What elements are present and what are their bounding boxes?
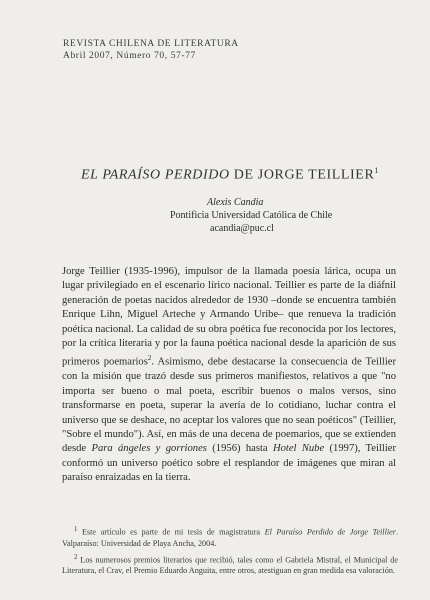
footnote-2-text: Los numerosos premios literarios que recibió, tales como el Gabriela Mistral, el Municipal de Literatura, el Crav, el Premio Eduardo Anguita, entre otros, atestiguan en gran medida esa valoración. [62, 555, 398, 576]
author-name: Alexis Candia [207, 197, 264, 208]
body-text-4: (1997), Teillier conformó un universo poético sobre el resplandor de imágenes que miran al paraíso enraizadas en la tierra. [62, 443, 396, 484]
body-paragraph [62, 265, 396, 486]
issue-info: Abril 2007, Número 70, 57-77 [63, 51, 196, 61]
footnote-1 [62, 524, 398, 549]
book-title-2: Hotel Nube [272, 443, 325, 455]
body-text-3: (1956) hasta [206, 443, 273, 455]
article-title [51, 166, 379, 184]
book-title-1: Para ángeles y gorriones [91, 443, 207, 455]
author-block [170, 196, 370, 235]
title-block [0, 166, 430, 184]
article-title-italic: EL PARAÍSO PERDIDO [80, 168, 230, 183]
body-text-1: Jorge Teillier (1935-1996), impulsor de la llamada poesía lárica, ocupa un lugar privilegiado en el escenario lírico nacional. Teillier es parte de la diáfnil generación de poetas nacidos alrededor de 1930 –donde se encuentra también Enrique Lihn, Miguel Arteche y Armando Uribe– que renueva la tradición poética nacional. La calidad de su obra poética fue reconocida por los lectores, por la crítica literaria y por la fauna poética nacional desde la aparición de sus primeros poemarios [62, 266, 396, 368]
article-body [62, 265, 396, 486]
title-footnote-mark: 1 [374, 166, 380, 176]
journal-name: REVISTA CHILENA DE LITERATURA [63, 39, 239, 49]
footnote-1-text-b: . Valparaíso: Universidad de Playa Ancha, 2004. [62, 527, 398, 548]
author-affiliation: Pontificia Universidad Católica de Chile [170, 210, 333, 221]
footnote-1-title: El Paraíso Perdido de Jorge Teillier [264, 527, 396, 537]
footnote-2-mark: 2 [74, 553, 78, 561]
footnotes [62, 524, 398, 579]
body-text-2: . Asimismo, debe destacarse la consecuencia de Teillier con la misión que trazó desde sus primeros manifiestos, relativos a que "no importa ser bueno o mal poeta, escribir buenos o malos versos, sino transformarse en poeta, superar la avería de lo cotidiano, luchar contra el universo que se deshace, no aceptar los valores que no sean poéticos" (Teillier, "Sobre el mundo"). Así, en más de una decena de poemarios, que se extienden desde [62, 356, 396, 455]
body-footnote-mark: 2 [147, 354, 152, 363]
author-email: acandia@puc.cl [210, 223, 274, 234]
article-title-rest: DE JORGE TEILLIER [229, 168, 375, 183]
footnote-1-mark: 1 [74, 526, 78, 533]
footnote-2 [62, 552, 398, 577]
running-head [63, 38, 239, 62]
footnote-1-text-a: Este artículo es parte de mi tesis de magistratura [77, 527, 265, 537]
